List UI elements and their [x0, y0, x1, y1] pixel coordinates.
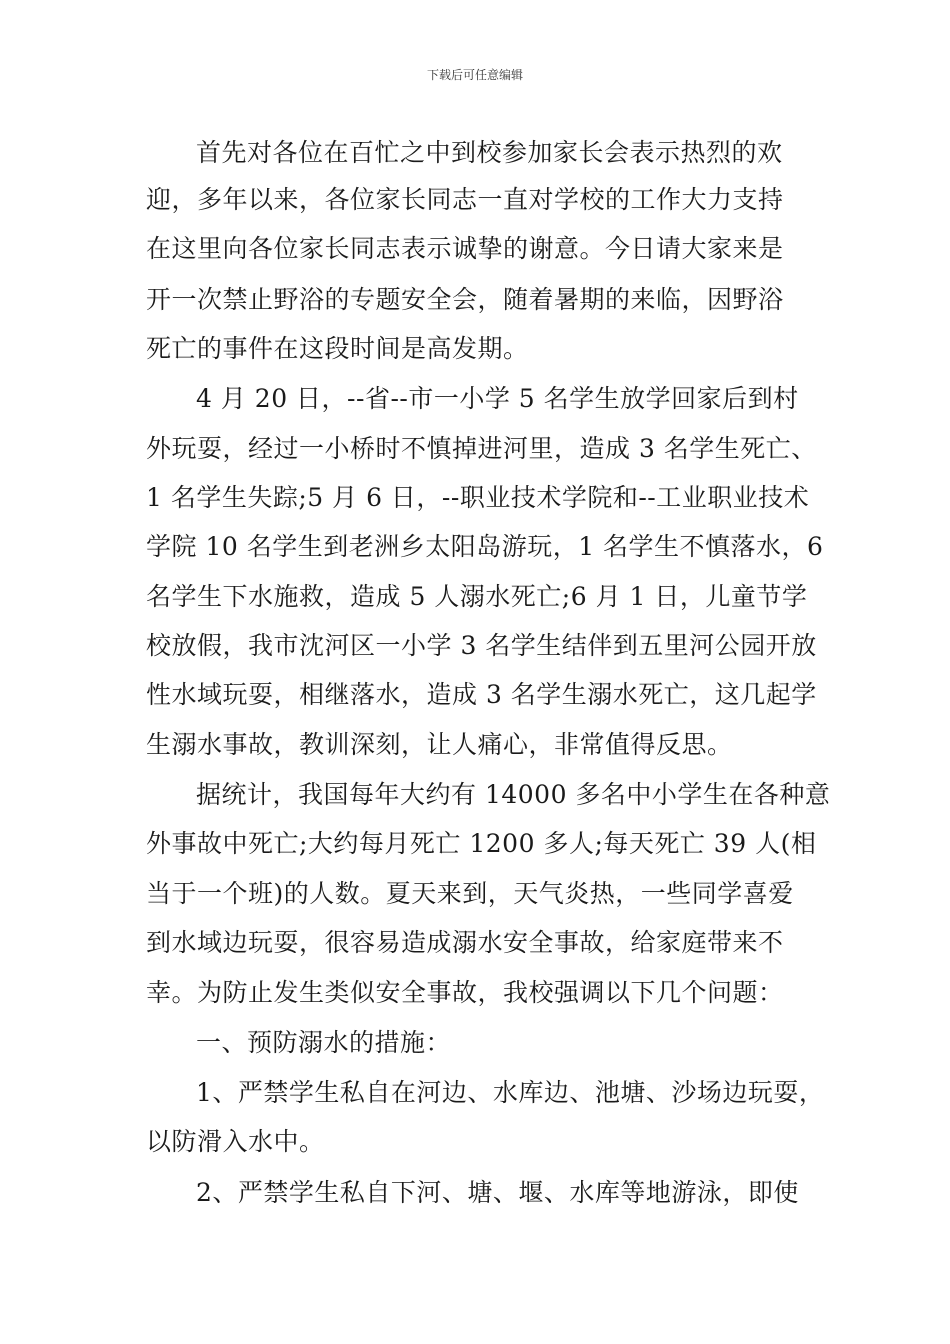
paragraph-line: 学院 10 名学生到老洲乡太阳岛游玩，1 名学生不慎落水，6 [146, 532, 824, 561]
section-heading: 一、预防溺水的措施： [196, 1028, 452, 1057]
paragraph-line: 首先对各位在百忙之中到校参加家长会表示热烈的欢 [196, 138, 783, 167]
paragraph-line: 名学生下水施救，造成 5 人溺水死亡;6 月 1 日，儿童节学 [146, 582, 808, 611]
paragraph-line: 在这里向各位家长同志表示诚挚的谢意。今日请大家来是 [146, 234, 784, 263]
paragraph-line: 死亡的事件在这段时间是高发期。 [146, 334, 529, 363]
list-item: 2、严禁学生私自下河、塘、堰、水库等地游泳，即使 [196, 1178, 799, 1207]
paragraph-line: 外玩耍，经过一小桥时不慎掉进河里，造成 3 名学生死亡、 [146, 434, 817, 463]
paragraph-line: 外事故中死亡;大约每月死亡 1200 多人;每天死亡 39 人(相 [146, 829, 817, 858]
paragraph-line: 性水域玩耍，相继落水，造成 3 名学生溺水死亡，这几起学 [146, 680, 817, 709]
paragraph-line: 迎，多年以来，各位家长同志一直对学校的工作大力支持 [146, 185, 784, 214]
page-header: 下载后可任意编辑 [426, 68, 523, 82]
paragraph-line: 校放假，我市沈河区一小学 3 名学生结伴到五里河公园开放 [146, 631, 817, 660]
paragraph-line: 据统计，我国每年大约有 14000 多名中小学生在各种意 [196, 780, 831, 809]
list-item: 1、严禁学生私自在河边、水库边、池塘、沙场边玩耍， [196, 1078, 825, 1107]
paragraph-line: 幸。为防止发生类似安全事故，我校强调以下几个问题： [146, 978, 784, 1007]
paragraph-line: 开一次禁止野浴的专题安全会，随着暑期的来临，因野浴 [146, 285, 784, 314]
paragraph-line: 1 名学生失踪;5 月 6 日，--职业技术学院和--工业职业技术 [146, 483, 810, 512]
paragraph-line: 当于一个班)的人数。夏天来到，天气炎热，一些同学喜爱 [146, 879, 794, 908]
list-item-continuation: 以防滑入水中。 [146, 1127, 325, 1156]
paragraph-line: 生溺水事故，教训深刻，让人痛心，非常值得反思。 [146, 730, 733, 759]
paragraph-line: 到水域边玩耍，很容易造成溺水安全事故，给家庭带来不 [146, 928, 784, 957]
paragraph-line: 4 月 20 日，--省--市一小学 5 名学生放学回家后到村 [196, 384, 799, 413]
